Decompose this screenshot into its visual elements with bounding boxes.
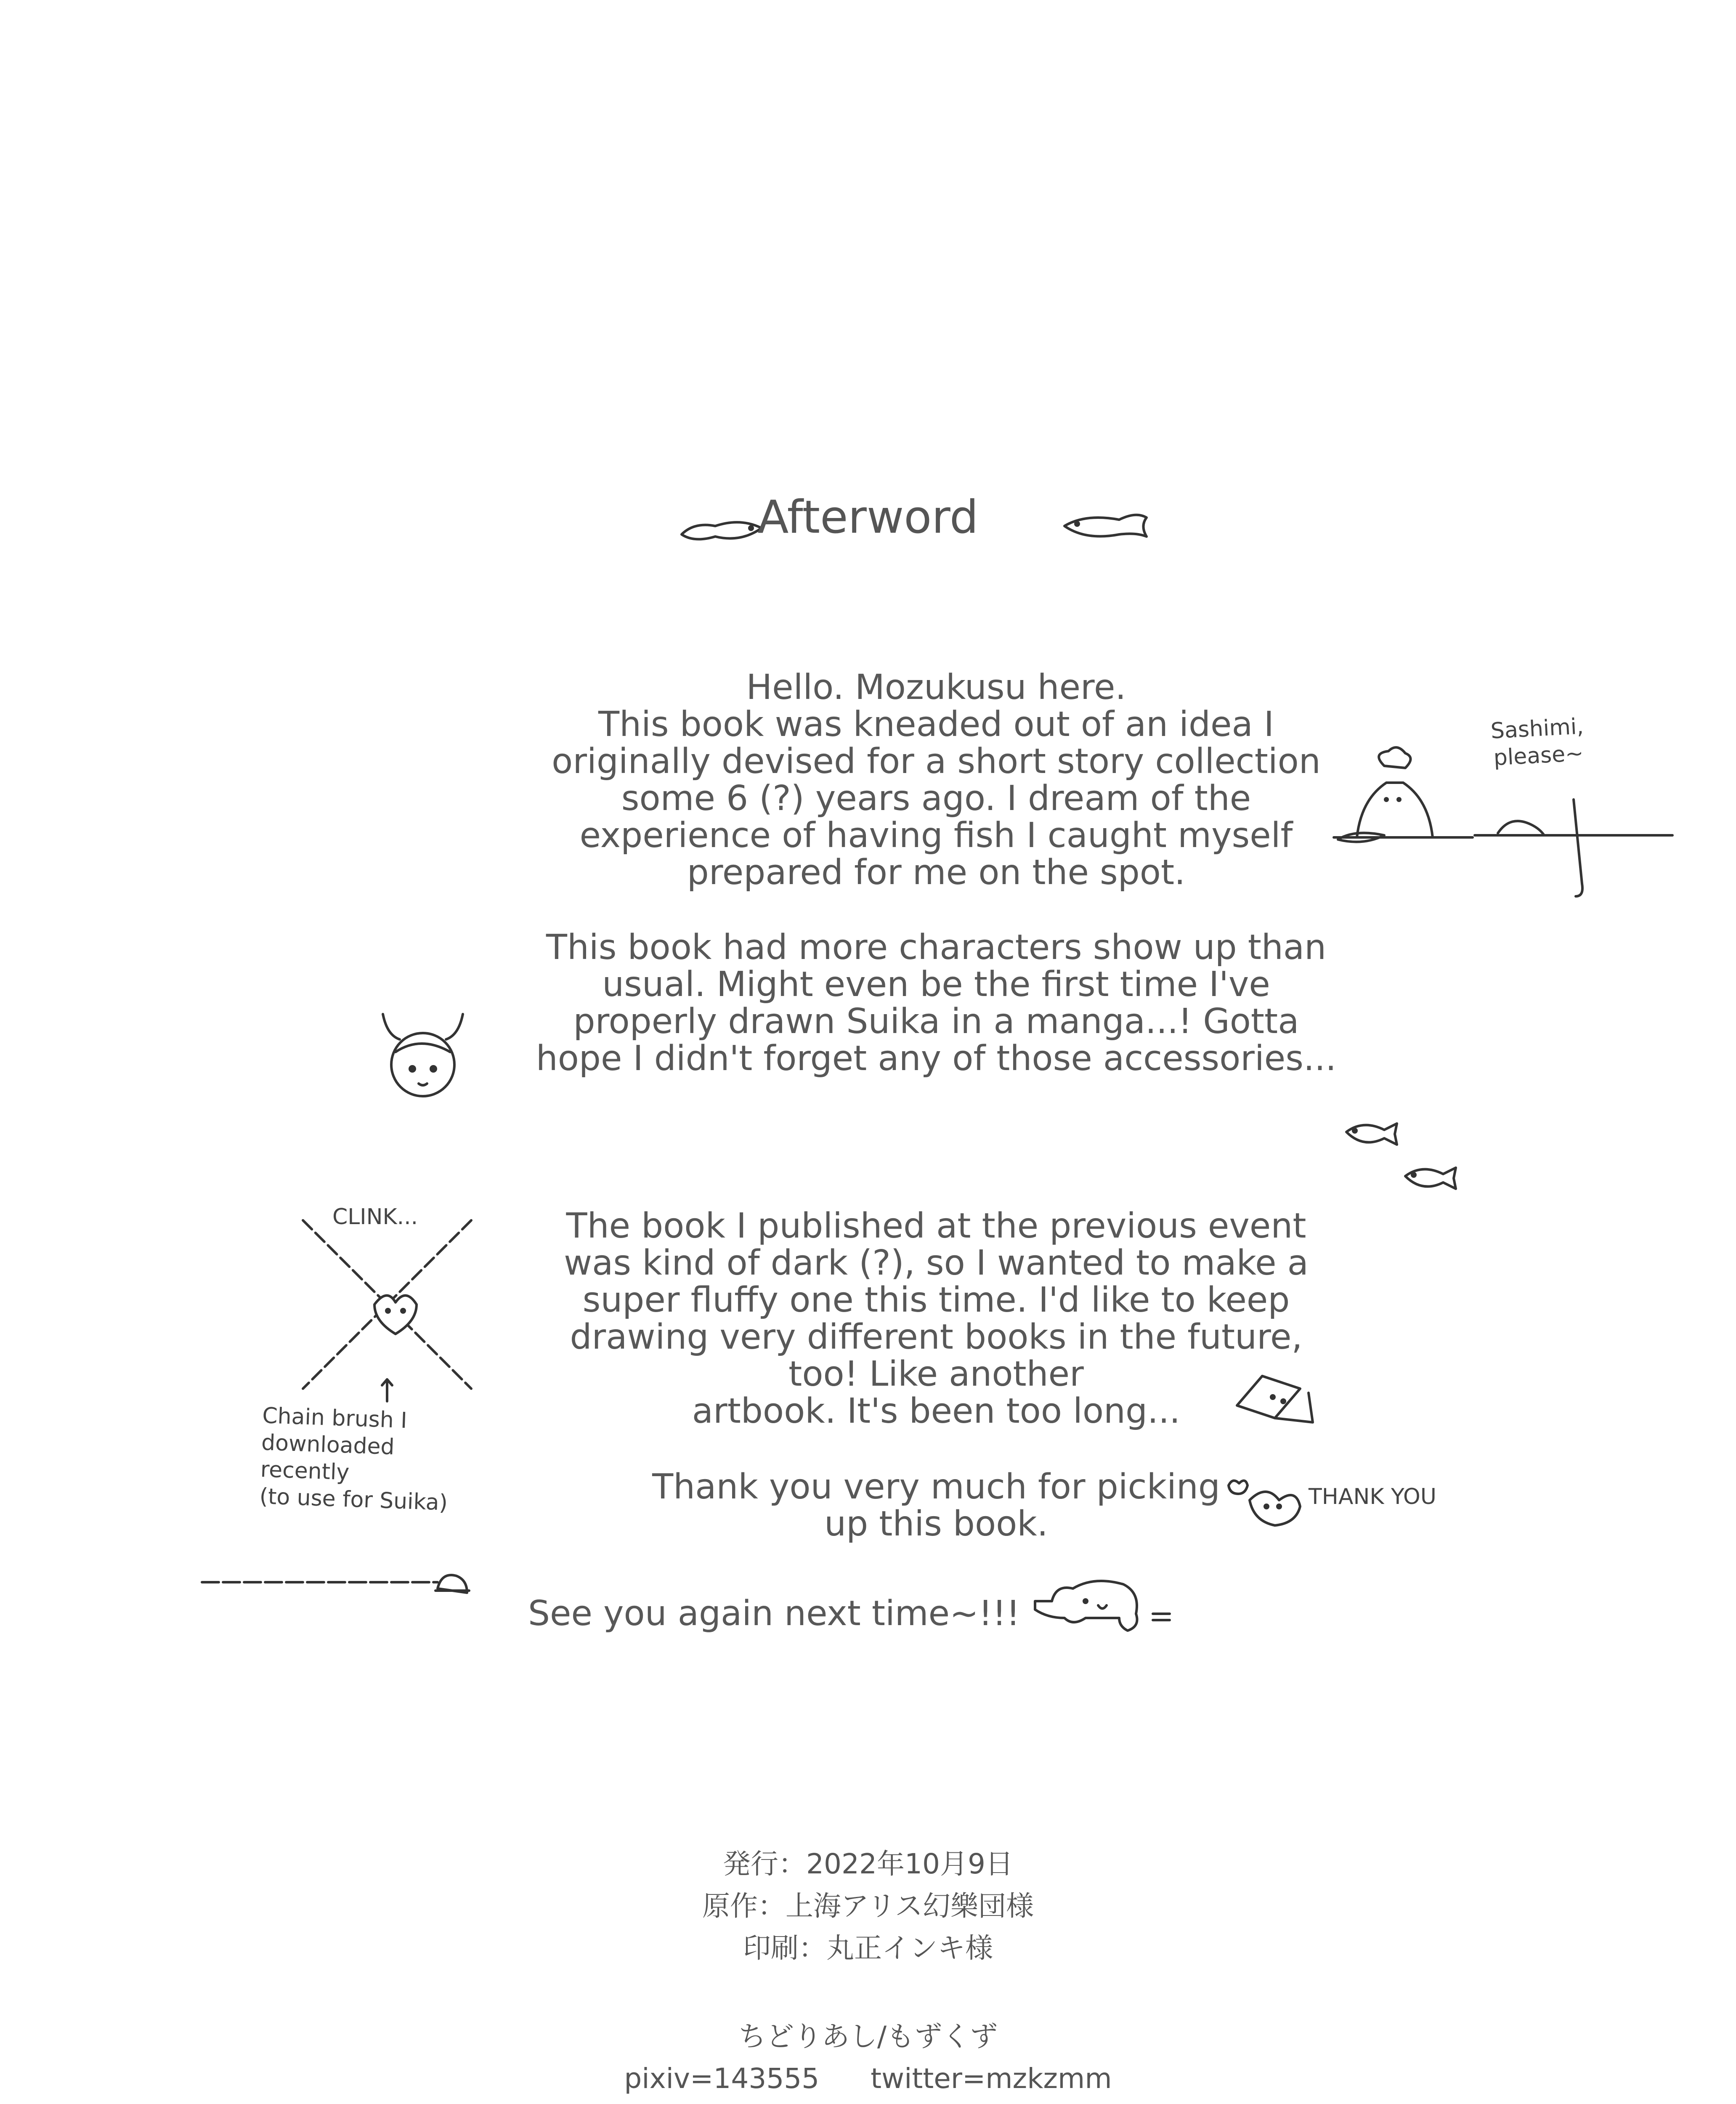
text-line: experience of having fish I caught myself [579,816,1293,855]
text-line: was kind of dark (?), so I wanted to make a [564,1243,1309,1283]
chain-note-line: downloaded [261,1430,395,1460]
chain-note-line: recently [260,1457,350,1485]
suika-face-drawing-icon [366,1006,475,1107]
farewell-text: See you again next time~!!! [528,1594,1020,1634]
text-line: properly drawn Suika in a manga...! Gotta [573,1002,1299,1041]
fish-right-icon [1060,507,1153,549]
circle-name: ちどりあし/もずくず [738,2020,998,2053]
text-line: The book I published at the previous event [566,1206,1306,1246]
pixiv-id: pixiv=143555 [624,2062,820,2095]
text-line: artbook. It's been too long... [692,1391,1181,1431]
books-drawing-icon [1233,1372,1317,1427]
chain-strip-drawing-icon [198,1565,475,1599]
small-fish-icon [1342,1117,1405,1147]
twitter-handle: twitter=mzkzmm [871,2062,1112,2095]
sashimi-note-line: Sashimi, [1490,714,1585,744]
text-line: Hello. Mozukusu here. [746,667,1126,707]
colophon-contact [0,2016,1736,2104]
text-line: drawing very different books in the future, [570,1317,1303,1357]
chain-note-line: Chain brush I [262,1403,408,1434]
social-handles [0,2058,1736,2100]
text-line: some 6 (?) years ago. I dream of the [621,778,1251,818]
colophon-line: 原作：上海アリス幻樂団様 [702,1890,1034,1922]
heart-creature-icon [1224,1477,1304,1528]
text-line: too! Like another [788,1354,1084,1394]
text-line: up this book. [824,1504,1048,1544]
text-line: This book had more characters show up than [546,927,1327,967]
thank-you-note: THANK YOU [1309,1484,1436,1509]
elephant-drawing-icon [1027,1576,1187,1643]
chain-note-line: (to use for Suika) [259,1484,448,1516]
paragraph-characters [421,929,1452,1077]
text-line: prepared for me on the spot. [687,853,1186,893]
chef-fishing-drawing-icon [1330,749,1599,909]
text-line: Thank you very much for picking [652,1467,1220,1507]
text-line: This book was kneaded out of an idea I [598,704,1274,744]
text-line: super fluffy one this time. I'd like to keep [582,1280,1290,1320]
paragraph-intro [421,669,1452,891]
email-address [0,2100,1736,2104]
text-line: originally devised for a short story collection [552,741,1321,781]
text-line: usual. Might even be the first time I've [602,964,1270,1004]
colophon-line: 発行：2022年10月9日 [723,1848,1013,1880]
small-fish-icon [1401,1161,1464,1191]
text-line: hope I didn't forget any of those accessories... [536,1039,1337,1079]
sashimi-note-line: please~ [1493,741,1585,771]
page-title: Afterword [757,491,979,544]
clink-note: CLINK... [332,1204,418,1230]
colophon-line: 印刷：丸正インキ様 [743,1932,993,1964]
arrow-up-icon [379,1376,396,1405]
colophon-publication-info [0,1843,1736,1969]
